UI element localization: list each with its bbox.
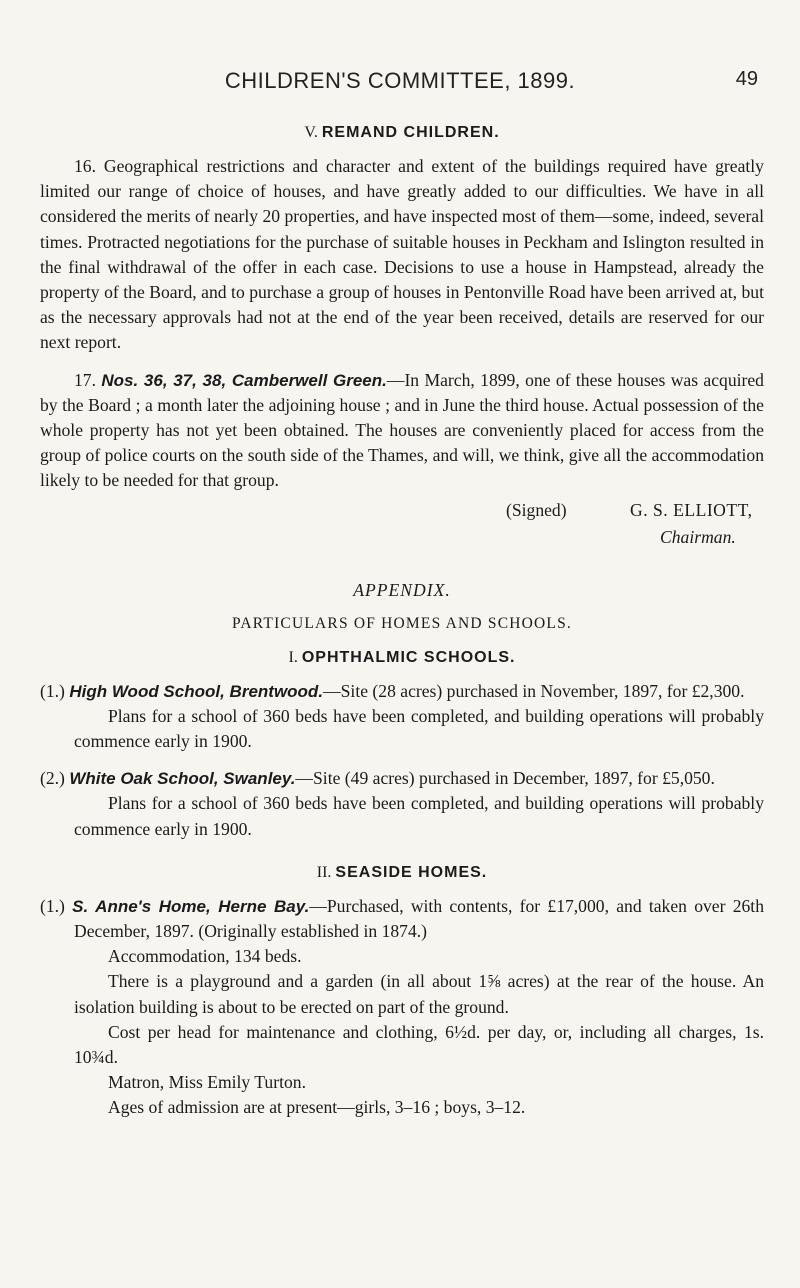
item-heading: White Oak School, Swanley. <box>69 769 296 789</box>
item-text: —Site (49 acres) purchased in December, 1897, for £5,050. <box>295 768 715 789</box>
section-title: REMAND CHILDREN. <box>321 124 500 141</box>
paragraph-number: 17. <box>74 369 96 390</box>
running-head <box>0 68 800 94</box>
item-number: (2.) <box>40 768 65 789</box>
section-heading-seaside-homes <box>40 860 764 886</box>
item-number: (1.) <box>40 680 65 701</box>
item-plans: Plans for a school of 360 beds have been completed, and building operations will probably commence early in 1900. <box>74 793 764 839</box>
item-text: —Site (28 acres) purchased in November, 1897, for £2,300. <box>323 680 745 701</box>
signatory-name: G. S. ELLIOTT, <box>630 499 753 520</box>
section-title: SEASIDE HOMES. <box>335 863 488 881</box>
running-title: CHILDREN'S COMMITTEE, 1899. <box>224 68 576 93</box>
item-number: (1.) <box>40 895 65 916</box>
page-number: 49 <box>735 68 758 90</box>
paragraph-17 <box>40 368 764 494</box>
item-entry <box>40 894 764 944</box>
page-body <box>40 120 764 1121</box>
signature-block <box>40 500 764 554</box>
section-heading-remand-children <box>40 120 764 146</box>
signatory-role: Chairman. <box>660 526 736 547</box>
item-cost: Cost per head for maintenance and clothing, 6½d. per day, or, including all charges, 1s. 10¾d. <box>74 1021 764 1068</box>
item-heading: High Wood School, Brentwood. <box>69 681 324 701</box>
item-heading: S. Anne's Home, Herne Bay. <box>72 896 310 916</box>
paragraph-text: —In March, 1899, one of these houses was acquired by the Board ; a month later the adjoining house ; and in June the third house. Actual possession of the whole property has not yet been obtained. The houses are conveniently placed for access from the group of police courts on the south side of the Thames, and will, we think, give all the accommodation likely to be needed for that group. <box>40 369 764 491</box>
section-title: OPHTHALMIC SCHOOLS. <box>301 648 516 666</box>
section-numeral: II. <box>316 863 332 881</box>
section-numeral: V. <box>304 124 318 141</box>
section-heading-ophthalmic-schools <box>40 645 764 671</box>
item-playground: There is a playground and a garden (in all about 1⅝ acres) at the rear of the house. An isolation building is about to be erected on part of the ground. <box>74 971 764 1017</box>
section-numeral: I. <box>288 648 298 666</box>
item-plans: Plans for a school of 360 beds have been completed, and building operations will probably commence early in 1900. <box>74 705 764 752</box>
item-text: —Purchased, with contents, for £17,000, and taken over 26th December, 1897. (Originally established in 1874.) <box>74 895 764 942</box>
appendix-subtitle: PARTICULARS OF HOMES AND SCHOOLS. <box>232 614 572 632</box>
paragraph-text: Geographical restrictions and character and extent of the buildings required have greatly limited our range of choice of houses, and have greatly added to our difficulties. We have in all considered the merits of nearly 20 properties, and have inspected most of them—some, indeed, several times. Protracted negotiations for the purchase of suitable houses in Peckham and Islington resulted in the final withdrawal of the offer in each case. Decisions to use a house in Hampstead, already the property of the Board, and to purchase a group of houses in Pentonville Road have been arrived at, but as the necessary approvals had not at the end of the year been received, details are reserved for our next report. <box>40 156 764 353</box>
appendix-title: APPENDIX. <box>353 579 451 600</box>
item-entry <box>40 766 764 791</box>
item-accommodation: Accommodation, 134 beds. <box>108 946 302 967</box>
paragraph-16 <box>40 154 764 356</box>
item-entry <box>40 679 764 704</box>
paragraph-number: 16. <box>74 156 96 176</box>
paragraph-heading: Nos. 36, 37, 38, Camberwell Green. <box>101 370 387 390</box>
list-item-s-annes-home <box>40 894 764 1121</box>
item-ages: Ages of admission are at present—girls, 3–16 ; boys, 3–12. <box>108 1097 526 1118</box>
item-matron: Matron, Miss Emily Turton. <box>108 1072 306 1093</box>
list-item-high-wood <box>40 679 764 755</box>
signed-label: (Signed) <box>506 499 567 520</box>
list-item-white-oak <box>40 766 764 842</box>
